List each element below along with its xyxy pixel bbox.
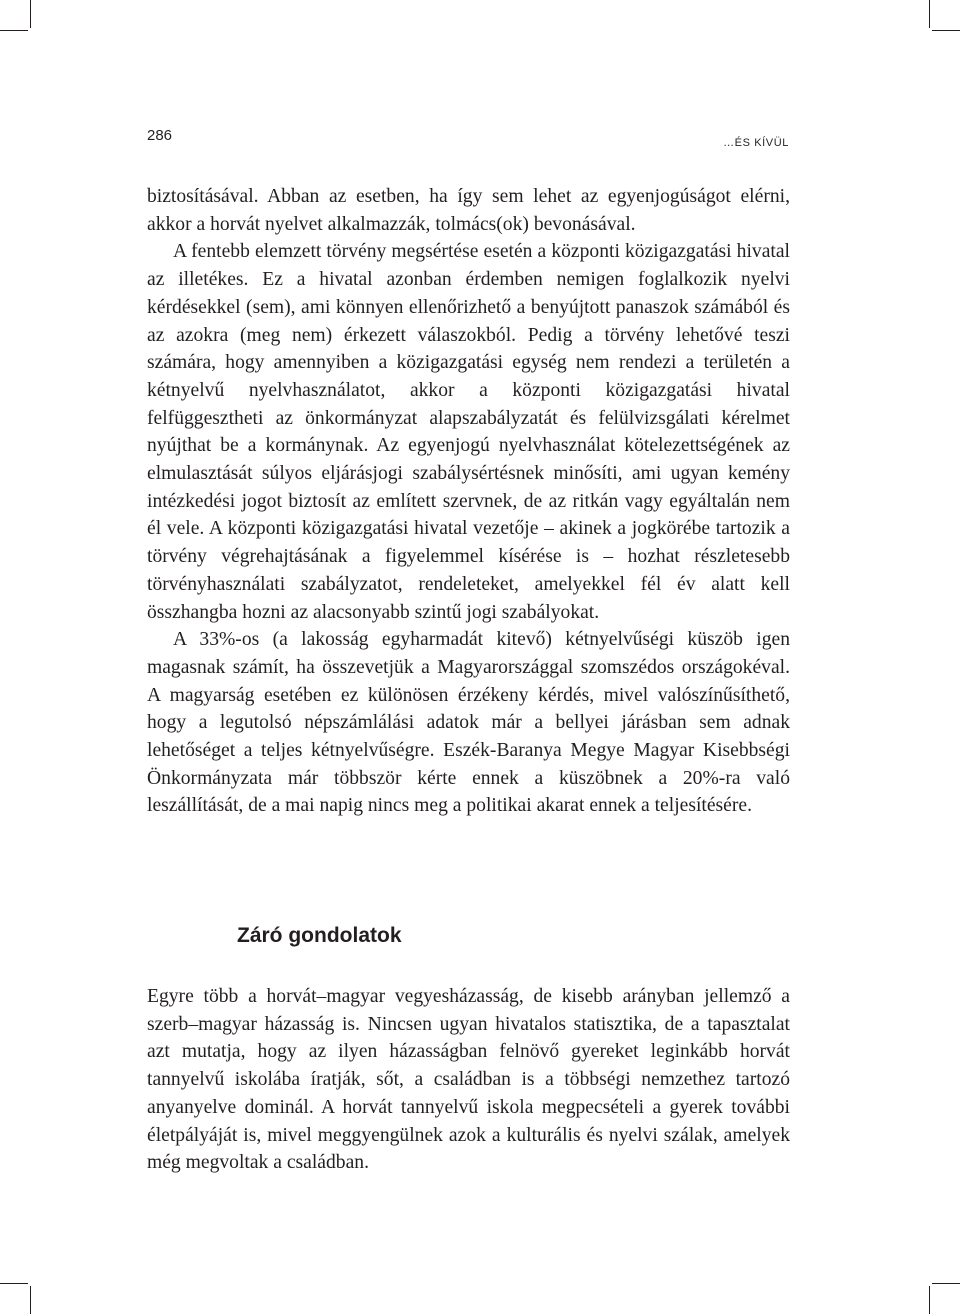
paragraph: biztosításával. Abban az esetben, ha így sem lehet az egyenjogúságot elérni, akkor a horvát nyelvet alkalmazzák, tolmács(ok) bevonásával. bbox=[147, 186, 790, 235]
running-head: …ÉS KÍVÜL bbox=[723, 137, 789, 149]
page-number: 286 bbox=[147, 127, 173, 144]
crop-mark bbox=[932, 1283, 960, 1284]
crop-mark bbox=[30, 1286, 31, 1314]
crop-mark bbox=[0, 30, 28, 31]
paragraph: A 33%-os (a lakosság egyharmadát kitevő) kétnyelvűségi küszöb igen magasnak számít, ha összevetjük a Magyarországgal szomszédos országokéval. A magyarság esetében ez különösen érzékeny kérdés, mivel valószínűsíthető, hogy a legutolsó népszámlálási adatok már a bellyei járásban sem adnak lehetőséget a teljes kétnyelvűségre. Eszék-Baranya Megye Magyar Kisebbségi Önkormányzata már többször kérte ennek a küszöbnek a 20%-ra való leszállítását, de a mai napig nincs meg a politikai akarat ennek a teljesítésére. bbox=[147, 629, 790, 817]
body-text bbox=[147, 183, 790, 820]
paragraph: A fentebb elemzett törvény megsértése esetén a központi közigazgatási hivatal az illetékes. Ez a hivatal azonban érdemben nemigen foglalkozik nyelvi kérdésekkel (sem), ami könnyen ellenőrizhető a benyújtott panaszok számából és az azokra (meg nem) érkezett válaszokból. Pedig a törvény lehetővé teszi számára, hogy amennyiben a közigazgatási egység nem rendezi a területén a kétnyelvű nyelvhasználatot, akkor a központi közigazgatási hivatal felfüggesztheti az önkormányzat alapszabályzatát és felülvizsgálati kérelmet nyújthat be a kormánynak. Az egyenjogú nyelvhasználat kötelezettségének az elmulasztását súlyos eljárásjogi szabálysértésnek minősíti, ami ugyan kemény intézkedési jogot biztosít az említett szervnek, de az ritkán vagy egyáltalán nem él vele. A központi közigazgatási hivatal vezetője – akinek a jogkörébe tartozik a törvény végrehajtásának a figyelemmel kísérése is – hozhat részletesebb törvényhasználati szabályzatot, rendeleteket, amelyekkel fél év alatt kell összhangba hozni az alacsonyabb szintű jogi szabályokat. bbox=[147, 241, 790, 623]
section-heading: Záró gondolatok bbox=[237, 924, 402, 947]
section-text bbox=[147, 983, 790, 1177]
crop-mark bbox=[929, 0, 930, 28]
crop-mark bbox=[932, 30, 960, 31]
crop-mark bbox=[0, 1283, 28, 1284]
crop-mark bbox=[929, 1286, 930, 1314]
crop-mark bbox=[30, 0, 31, 28]
paragraph: Egyre több a horvát–magyar vegyesházasság, de kisebb arányban jellemző a szerb–magyar házasság is. Nincsen ugyan hivatalos statisztika, de a tapasztalat azt mutatja, hogy az ilyen házasságban felnövő gyereket leginkább horvát tannyelvű iskolába íratják, sőt, a családban is a többségi nemzethez tartozó anyanyelve dominál. A horvát tannyelvű iskola megpecsételi a gyerek további életpályáját is, mivel meggyengülnek azok a kulturális és nyelvi szálak, amelyek még megvoltak a családban. bbox=[147, 986, 790, 1174]
